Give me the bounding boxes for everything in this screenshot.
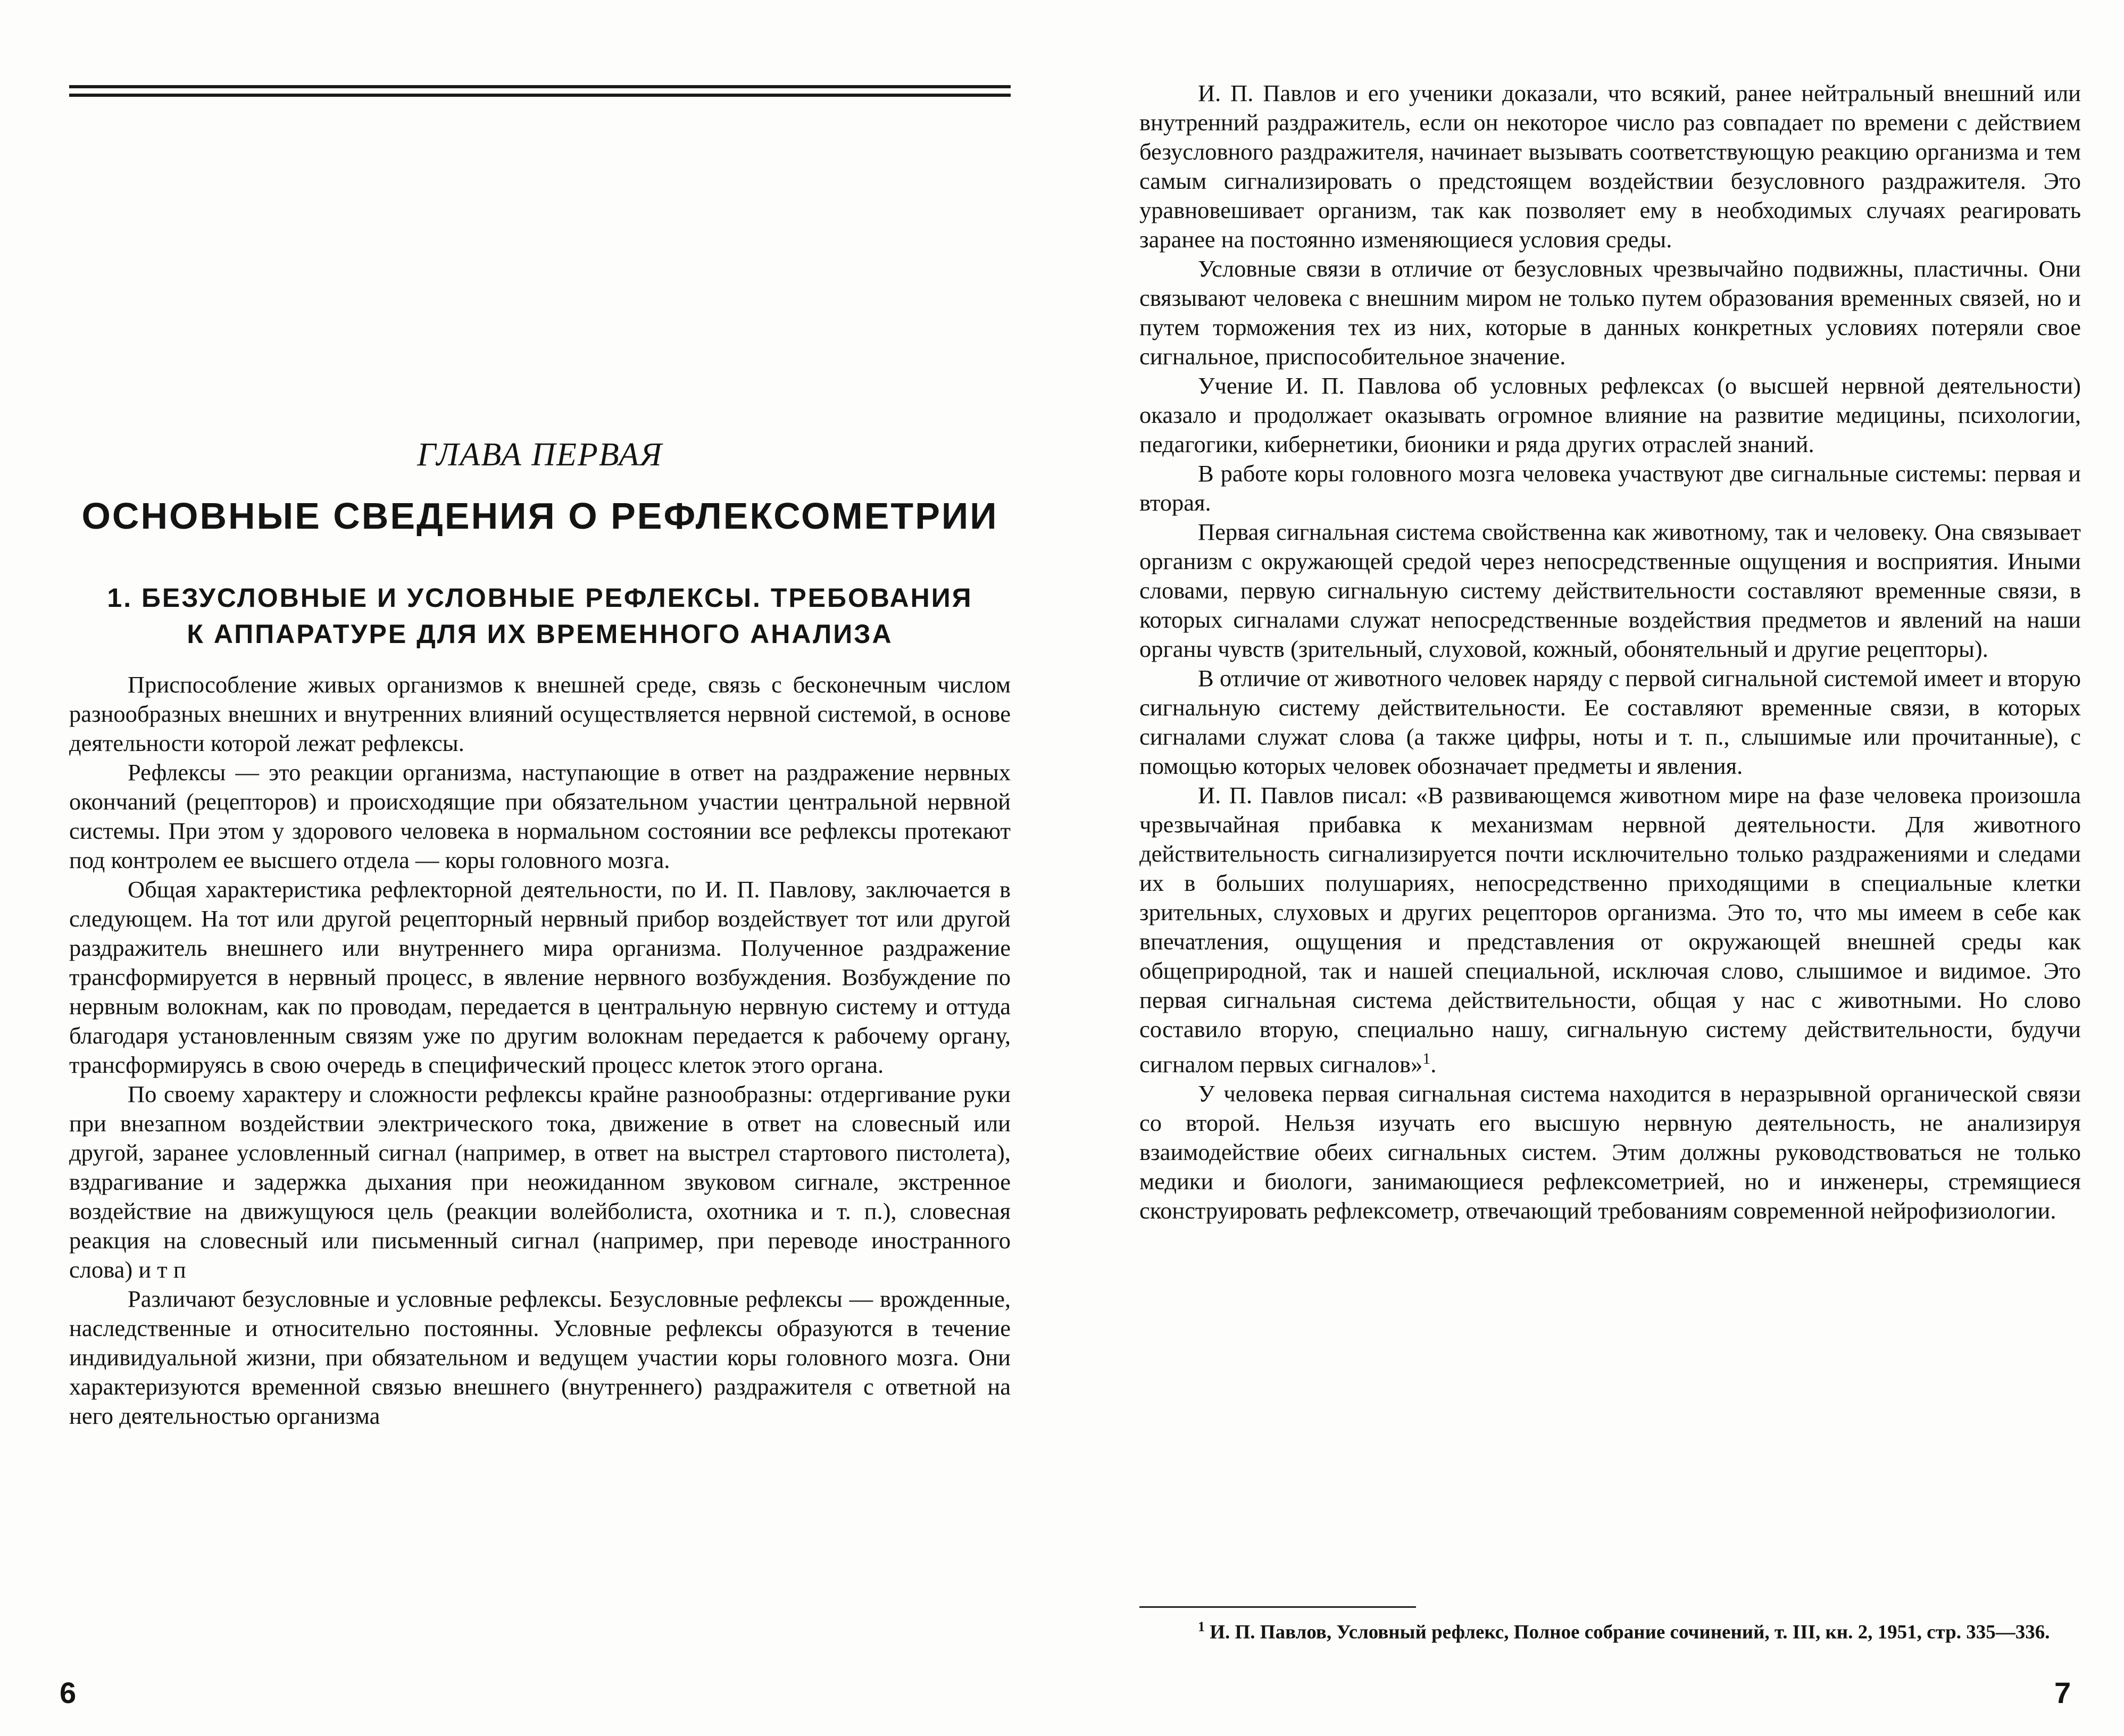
right-page xyxy=(1062,0,2124,1736)
page-number-left: 6 xyxy=(60,1676,77,1709)
paragraph: Условные связи в отличие от безусловных чрезвычайно подвижны, пластичны. Они связывают человека с внешним миром не только путем образования временных связей, но и путем торможения тех из них, которые в данных конкретных условиях потеряли свое сигнальное, приспособительное значение. xyxy=(1139,255,2081,370)
right-body-text xyxy=(1139,79,2081,1225)
footnote-text: И. П. Павлов, Условный рефлекс, Полное собрание сочинений, т. III, кн. 2, 1951, стр. 335—336. xyxy=(1210,1621,2050,1643)
paragraph: Учение И. П. Павлова об условных рефлексах (о высшей нервной деятельности) оказало и продолжает оказывать огромное влияние на развитие медицины, психологии, педагогики, кибернетики, бионики и ряда других отраслей знаний. xyxy=(1139,372,2081,457)
footnote-rule xyxy=(1139,1606,1416,1608)
paragraph: И. П. Павлов и его ученики доказали, что всякий, ранее нейтральный внешний или внутренний раздражитель, если он некоторое число раз совпадает по времени с действием безусловного раздражителя, начинает вызывать соответствующую реакцию организма и тем самым сигнализировать о предстоящем воздействии безусловного раздражителя. Это уравновешивает организм, так как позволяет ему в необходимых случаях реагировать заранее на постоянно изменяющиеся условия среды. xyxy=(1139,80,2081,253)
paragraph: У человека первая сигнальная система находится в неразрывной органической связи со второй. Нельзя изучать его высшую нервную деятельность, не анализируя взаимодействие обеих сигнальных систем. Этим должны руководствоваться не только медики и биологи, занимающиеся рефлексометрией, но и инженеры, стремящиеся сконструировать рефлексометр, отвечающий требованиям современной нейрофизиологии. xyxy=(1139,1080,2081,1224)
section-title-line-1: 1. БЕЗУСЛОВНЫЕ И УСЛОВНЫЕ РЕФЛЕКСЫ. ТРЕБОВАНИЯ xyxy=(107,583,973,613)
paragraph: По своему характеру и сложности рефлексы крайне разнообразны: отдергивание руки при внезапном воздействии электрического тока, движение в ответ на словесный или другой, заранее условленный сигнал (например, в ответ на выстрел стартового пистолета), вздрагивание и задержка дыхания при неожиданном звуковом сигнале, экстренное воздействие на движущуюся цель (реакции волейболиста, охотника и т. п.), словесная реакция на словесный или письменный сигнал (например, при переводе иностранного слова) и т п xyxy=(69,1081,1011,1283)
quote-text: И. П. Павлов писал: «В развивающемся животном мире на фазе человека произошла чрезвычайная прибавка к механизмам нервной деятельности. Для животного действительность сигнализируется почти исключительно только раздражениями и следами их в больших полушариях, непосредственно приходящими в специальные клетки зрительных, слуховых и других рецепторов организма. Это то, что мы имеем в себе как впечатления, ощущения и представления от окружающей внешней среды как общеприродной, так и нашей специальной, исключая слово, слышимое и видимое. Это первая сигнальная система действительности, общая у нас с животными. Но слово составило вторую, специально нашу, сигнальную систему действительности, будучи сигналом первых сигналов» xyxy=(1139,782,2081,1078)
page-number-right: 7 xyxy=(2054,1676,2071,1709)
section-title xyxy=(69,580,1011,652)
paragraph: В работе коры головного мозга человека участвуют две сигнальные системы: первая и вторая. xyxy=(1139,460,2081,516)
paragraph-quote: И. П. Павлов писал: «В развивающемся животном мире на фазе человека произошла чрезвычайная прибавка к механизмам нервной деятельности. Для животного действительность сигнализируется почти исключительно только раздражениями и следами их в больших полушариях, непосредственно приходящими в специальные клетки зрительных, слуховых и других рецепторов организма. Это то, что мы имеем в себе как впечатления, ощущения и представления от окружающей внешней среды как общеприродной, так и нашей специальной, исключая слово, слышимое и видимое. Это первая сигнальная система действительности, общая у нас с животными. Но слово составило вторую, специально нашу, сигнальную систему действительности, будучи сигналом первых сигналов»$^1$. xyxy=(1139,782,2081,1078)
footnote xyxy=(1139,1614,2081,1645)
chapter-label: ГЛАВА ПЕРВАЯ xyxy=(417,437,663,473)
paragraph: Первая сигнальная система свойственна как животному, так и человеку. Она связывает организм с окружающей средой через непосредственные ощущения и восприятия. Иными словами, первую сигнальную систему действительности составляют временные связи, в которых сигналами служат непосредственные воздействия предметов и явлений на наши органы чувств (зрительный, слуховой, кожный, обонятельный и другие рецепторы). xyxy=(1139,519,2081,662)
paragraph: Рефлексы — это реакции организма, наступающие в ответ на раздражение нервных окончаний (рецепторов) и происходящие при обязательном участии центральной нервной системы. При этом у здорового человека в нормальном состоянии все рефлексы протекают под контролем ее высшего отдела — коры головного мозга. xyxy=(69,759,1011,873)
paragraph: Общая характеристика рефлекторной деятельности, по И. П. Павлову, заключается в следующем. На тот или другой рецепторный нервный прибор воздействует тот или другой раздражитель внешнего или внутреннего мира организма. Полученное раздражение трансформируется в нервный процесс, в явление нервного возбуждения. Возбуждение по нервным волокнам, как по проводам, передается в центральную нервную систему и оттуда благодаря установленным связям уже по другим волокнам передается к рабочему органу, трансформируясь в свою очередь в специфический процесс клеток этого органа. xyxy=(69,876,1011,1078)
chapter-title: ОСНОВНЫЕ СВЕДЕНИЯ О РЕФЛЕКСОМЕТРИИ xyxy=(81,495,998,537)
section-title-line-2: К АППАРАТУРЕ ДЛЯ ИХ ВРЕМЕННОГО АНАЛИЗА xyxy=(187,619,893,649)
header-double-rule xyxy=(69,85,1011,99)
paragraph: Приспособление живых организмов к внешней среде, связь с бесконечным числом разнообразных внешних и внутренних влияний осуществляется нервной системой, в основе деятельности которой лежат рефлексы. xyxy=(69,671,1011,756)
footnote-reference[interactable]: 1 xyxy=(1422,1050,1431,1067)
left-body-text xyxy=(69,670,1011,1431)
paragraph: Различают безусловные и условные рефлексы. Безусловные рефлексы — врожденные, наследственные и относительно постоянны. Условные рефлексы образуются в течение индивидуальной жизни, при обязательном и ведущем участии коры головного мозга. Они характеризуются временной связью внешнего (внутреннего) раздражителя с ответной на него деятельностью организма xyxy=(69,1286,1011,1429)
footnote-marker: 1 xyxy=(1198,1619,1205,1634)
paragraph: В отличие от животного человек наряду с первой сигнальной системой имеет и вторую сигнальную систему действительности. Ее составляют временные связи, в которых сигналами служат слова (а также цифры, ноты и т. п., слышимые или прочитанные), с помощью которых человек обозначает предметы и явления. xyxy=(1139,665,2081,779)
